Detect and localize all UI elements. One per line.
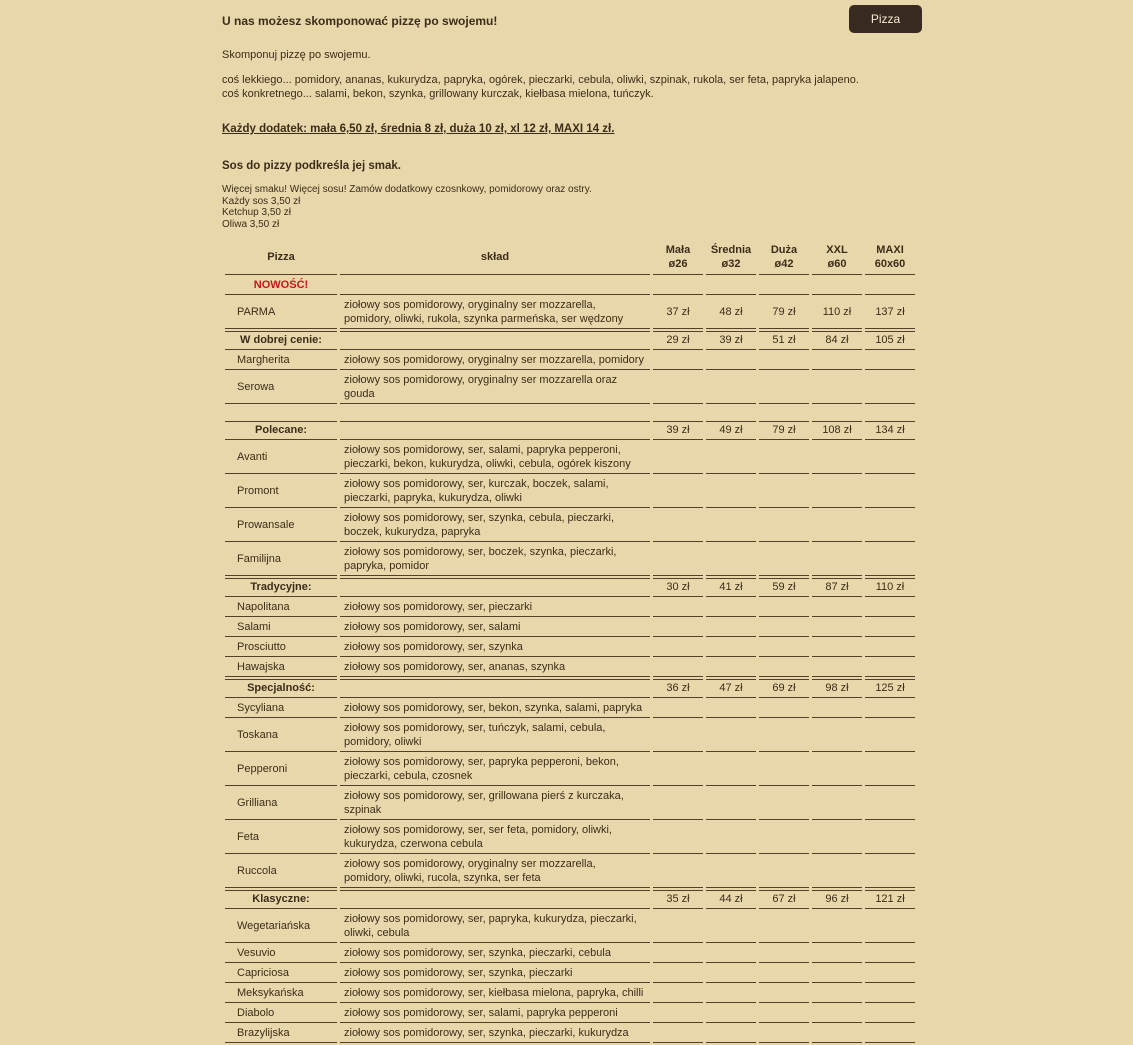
- pizza-row: [225, 352, 915, 370]
- header-sklad-column: skład: [340, 241, 650, 275]
- pizza-row: [225, 544, 915, 576]
- pizza-ingredients: ziołowy sos pomidorowy, ser, salami, papryka pepperoni, pieczarki, bekon, kukurydza, oliwki, cebula, ogórek kiszony: [340, 442, 650, 474]
- pizza-ingredients: ziołowy sos pomidorowy, ser, szynka, pieczarki: [340, 965, 650, 983]
- pizza-ingredients: ziołowy sos pomidorowy, ser, szynka, pieczarki, cebula: [340, 945, 650, 963]
- pizza-name: Napolitana: [225, 599, 337, 617]
- pizza-row: [225, 619, 915, 637]
- category-row: [225, 277, 915, 295]
- pizza-row: [225, 822, 915, 854]
- pizza-ingredients: ziołowy sos pomidorowy, ser, salami, papryka pepperoni: [340, 1005, 650, 1023]
- header-pizza-column: Pizza: [225, 241, 337, 275]
- pizza-row: [225, 1005, 915, 1023]
- pizza-row: [225, 659, 915, 677]
- pizza-ingredients: ziołowy sos pomidorowy, ser, pieczarki: [340, 599, 650, 617]
- price-cell: [812, 700, 862, 718]
- price-cell: [706, 822, 756, 854]
- sauce-price-line: Każdy sos 3,50 zł: [222, 195, 301, 207]
- size-name: Mała: [665, 244, 691, 256]
- toppings-options: [222, 73, 922, 101]
- price-cell: [706, 352, 756, 370]
- category-label: W dobrej cenie:: [225, 331, 337, 350]
- price-cell: 67 zł: [759, 890, 809, 909]
- pizza-name: Salami: [225, 619, 337, 637]
- pizza-row: [225, 476, 915, 508]
- price-cell: [865, 619, 915, 637]
- pizza-row: [225, 442, 915, 474]
- price-cell: [812, 788, 862, 820]
- price-cell: [812, 1025, 862, 1043]
- price-cell: [812, 985, 862, 1003]
- price-cell: [759, 911, 809, 943]
- price-cell: 44 zł: [706, 890, 756, 909]
- price-cell: 110 zł: [812, 297, 862, 329]
- pizza-row: [225, 510, 915, 542]
- price-cell: 98 zł: [812, 679, 862, 698]
- price-cell: 35 zł: [653, 890, 703, 909]
- menu-table-body: [225, 277, 915, 1043]
- price-cell: [706, 720, 756, 752]
- sauce-price-line: Ketchup 3,50 zł: [222, 207, 291, 218]
- price-cell: [759, 639, 809, 657]
- price-cell: [706, 1005, 756, 1023]
- pizza-name: Capriciosa: [225, 965, 337, 983]
- pizza-name: Brazylijska: [225, 1025, 337, 1043]
- header-size-xxl: [812, 241, 862, 275]
- price-cell: [865, 985, 915, 1003]
- extras-pricing-line: Każdy dodatek: mała 6,50 zł, średnia 8 zł, duża 10 zł, xl 12 zł, MAXI 14 zł.: [222, 123, 615, 135]
- price-cell: [865, 965, 915, 983]
- pizza-ingredients: ziołowy sos pomidorowy, ser, kiełbasa mielona, papryka, chilli: [340, 985, 650, 1003]
- price-cell: [759, 965, 809, 983]
- category-empty-cell: [340, 679, 650, 698]
- price-cell: [706, 754, 756, 786]
- category-row: [225, 890, 915, 909]
- price-cell: [865, 1025, 915, 1043]
- price-cell: [812, 639, 862, 657]
- pizza-name: Prosciutto: [225, 639, 337, 657]
- pizza-ingredients: ziołowy sos pomidorowy, ser, grillowana pierś z kurczaka, szpinak: [340, 788, 650, 820]
- price-cell: [812, 442, 862, 474]
- price-cell: 137 zł: [865, 297, 915, 329]
- pizza-menu-table: [222, 239, 918, 1045]
- price-cell: [759, 754, 809, 786]
- price-cell: [812, 510, 862, 542]
- price-cell: [706, 965, 756, 983]
- price-cell: [706, 476, 756, 508]
- price-cell: [706, 372, 756, 404]
- pizza-name: Ruccola: [225, 856, 337, 888]
- price-cell: [653, 700, 703, 718]
- price-cell: [812, 945, 862, 963]
- pizza-row: [225, 720, 915, 752]
- pizza-row: [225, 965, 915, 983]
- price-cell: [706, 659, 756, 677]
- pizza-name: Promont: [225, 476, 337, 508]
- price-cell: [759, 544, 809, 576]
- price-cell: [706, 599, 756, 617]
- pizza-ingredients: ziołowy sos pomidorowy, ser, szynka, pieczarki, kukurydza: [340, 1025, 650, 1043]
- price-cell: [812, 544, 862, 576]
- price-cell: [759, 277, 809, 295]
- pizza-ingredients: ziołowy sos pomidorowy, ser, boczek, szynka, pieczarki, papryka, pomidor: [340, 544, 650, 576]
- category-label: Klasyczne:: [225, 890, 337, 909]
- pizza-row: [225, 754, 915, 786]
- price-cell: 87 zł: [812, 578, 862, 597]
- price-cell: [653, 822, 703, 854]
- size-diameter: ø60: [827, 258, 847, 270]
- pizza-name: Toskana: [225, 720, 337, 752]
- price-cell: [653, 788, 703, 820]
- price-cell: [653, 856, 703, 888]
- price-cell: [865, 945, 915, 963]
- price-cell: [759, 476, 809, 508]
- size-name: Średnia: [710, 244, 752, 256]
- category-row: [225, 679, 915, 698]
- category-empty-cell: [340, 421, 650, 440]
- pizza-tab-button[interactable]: Pizza: [849, 5, 922, 33]
- pizza-row: [225, 639, 915, 657]
- pizza-row: [225, 700, 915, 718]
- price-cell: [812, 372, 862, 404]
- pizza-ingredients: ziołowy sos pomidorowy, ser, ser feta, pomidory, oliwki, kukurydza, czerwona cebula: [340, 822, 650, 854]
- price-cell: [812, 754, 862, 786]
- price-cell: [653, 372, 703, 404]
- price-cell: [706, 639, 756, 657]
- price-cell: [653, 1025, 703, 1043]
- price-cell: 39 zł: [653, 421, 703, 440]
- pizza-name: PARMA: [225, 297, 337, 329]
- price-cell: [706, 510, 756, 542]
- spacer-cell: [225, 406, 915, 419]
- price-cell: [653, 619, 703, 637]
- pizza-row: [225, 945, 915, 963]
- price-cell: [653, 639, 703, 657]
- compose-subtitle: Skomponuj pizzę po swojemu.: [222, 49, 371, 61]
- price-cell: [865, 788, 915, 820]
- price-cell: [759, 372, 809, 404]
- price-cell: [653, 442, 703, 474]
- price-cell: [653, 544, 703, 576]
- header-size-mala: [653, 241, 703, 275]
- page-content: [222, 0, 922, 1045]
- size-name: Duża: [770, 244, 798, 256]
- category-label: Polecane:: [225, 421, 337, 440]
- pizza-name: Meksykańska: [225, 985, 337, 1003]
- price-cell: [865, 352, 915, 370]
- pizza-name: Serowa: [225, 372, 337, 404]
- price-cell: 96 zł: [812, 890, 862, 909]
- pizza-ingredients: ziołowy sos pomidorowy, ser, bekon, szynka, salami, papryka: [340, 700, 650, 718]
- size-diameter: ø26: [668, 258, 688, 270]
- price-cell: [759, 945, 809, 963]
- category-empty-cell: [340, 578, 650, 597]
- price-cell: [759, 659, 809, 677]
- price-cell: [865, 372, 915, 404]
- category-label: Specjalność:: [225, 679, 337, 698]
- price-cell: [706, 442, 756, 474]
- pizza-ingredients: ziołowy sos pomidorowy, ser, szynka: [340, 639, 650, 657]
- pizza-ingredients: ziołowy sos pomidorowy, oryginalny ser mozzarella, pomidory: [340, 352, 650, 370]
- price-cell: [653, 985, 703, 1003]
- price-cell: [653, 911, 703, 943]
- pizza-ingredients: ziołowy sos pomidorowy, ser, salami: [340, 619, 650, 637]
- size-name: XXL: [826, 244, 848, 256]
- price-cell: [706, 911, 756, 943]
- size-diameter: 60x60: [874, 258, 906, 270]
- category-label: Tradycyjne:: [225, 578, 337, 597]
- price-cell: [865, 700, 915, 718]
- price-cell: 41 zł: [706, 578, 756, 597]
- light-toppings-line: coś lekkiego... pomidory, ananas, kukurydza, papryka, ogórek, pieczarki, cebula, oliwki, szpinak, rukola, ser feta, papryka jalapeno.: [222, 74, 859, 86]
- price-cell: [865, 510, 915, 542]
- price-cell: 121 zł: [865, 890, 915, 909]
- price-cell: 36 zł: [653, 679, 703, 698]
- price-cell: [865, 720, 915, 752]
- price-cell: [759, 788, 809, 820]
- page-title: U nas możesz skomponować pizzę po swojemu!: [222, 14, 498, 28]
- pizza-row: [225, 372, 915, 404]
- price-cell: 51 zł: [759, 331, 809, 350]
- price-cell: [812, 619, 862, 637]
- price-cell: [706, 985, 756, 1003]
- price-cell: [706, 544, 756, 576]
- price-cell: [759, 700, 809, 718]
- pizza-name: Prowansale: [225, 510, 337, 542]
- price-cell: [706, 945, 756, 963]
- price-cell: [653, 754, 703, 786]
- pizza-ingredients: ziołowy sos pomidorowy, ser, papryka, kukurydza, pieczarki, oliwki, cebula: [340, 911, 650, 943]
- price-cell: [653, 720, 703, 752]
- price-cell: 49 zł: [706, 421, 756, 440]
- price-cell: [812, 911, 862, 943]
- price-cell: 29 zł: [653, 331, 703, 350]
- header-size-srednia: [706, 241, 756, 275]
- price-cell: 134 zł: [865, 421, 915, 440]
- pizza-row: [225, 1025, 915, 1043]
- price-cell: [865, 822, 915, 854]
- category-empty-cell: [340, 890, 650, 909]
- price-cell: 47 zł: [706, 679, 756, 698]
- pizza-name: Avanti: [225, 442, 337, 474]
- pizza-ingredients: ziołowy sos pomidorowy, ser, szynka, cebula, pieczarki, boczek, kukurydza, papryka: [340, 510, 650, 542]
- price-cell: 125 zł: [865, 679, 915, 698]
- price-cell: [865, 659, 915, 677]
- pizza-name: Familijna: [225, 544, 337, 576]
- size-diameter: ø42: [774, 258, 794, 270]
- pizza-name: Margherita: [225, 352, 337, 370]
- price-cell: 37 zł: [653, 297, 703, 329]
- price-cell: 79 zł: [759, 421, 809, 440]
- sauce-section-title: Sos do pizzy podkreśla jej smak.: [222, 160, 401, 172]
- pizza-ingredients: ziołowy sos pomidorowy, ser, papryka pepperoni, bekon, pieczarki, cebula, czosnek: [340, 754, 650, 786]
- price-cell: [812, 856, 862, 888]
- price-cell: [759, 599, 809, 617]
- pizza-name: Hawajska: [225, 659, 337, 677]
- price-cell: [759, 1005, 809, 1023]
- size-name: MAXI: [876, 244, 904, 256]
- price-cell: [653, 599, 703, 617]
- price-cell: [653, 1005, 703, 1023]
- pizza-row: [225, 297, 915, 329]
- price-cell: [759, 510, 809, 542]
- pizza-ingredients: ziołowy sos pomidorowy, oryginalny ser mozzarella oraz gouda: [340, 372, 650, 404]
- size-diameter: ø32: [721, 258, 741, 270]
- price-cell: [706, 619, 756, 637]
- pizza-name: Diabolo: [225, 1005, 337, 1023]
- pizza-name: Sycyliana: [225, 700, 337, 718]
- pizza-name: Feta: [225, 822, 337, 854]
- price-cell: [759, 856, 809, 888]
- price-cell: [812, 720, 862, 752]
- price-cell: [653, 510, 703, 542]
- price-cell: [865, 639, 915, 657]
- price-cell: [706, 856, 756, 888]
- pizza-row: [225, 599, 915, 617]
- pizza-ingredients: ziołowy sos pomidorowy, oryginalny ser mozzarella, pomidory, oliwki, rucola, szynka, ser feta: [340, 856, 650, 888]
- pizza-name: Grilliana: [225, 788, 337, 820]
- price-cell: [812, 1005, 862, 1023]
- price-cell: [706, 277, 756, 295]
- pizza-row: [225, 985, 915, 1003]
- price-cell: [759, 442, 809, 474]
- price-cell: [759, 720, 809, 752]
- price-cell: [812, 822, 862, 854]
- pizza-ingredients: ziołowy sos pomidorowy, ser, ananas, szynka: [340, 659, 650, 677]
- price-cell: [706, 700, 756, 718]
- price-cell: 110 zł: [865, 578, 915, 597]
- price-cell: [812, 352, 862, 370]
- price-cell: [812, 476, 862, 508]
- pizza-row: [225, 788, 915, 820]
- price-cell: [865, 599, 915, 617]
- price-cell: 59 zł: [759, 578, 809, 597]
- table-header-row: [225, 241, 915, 275]
- header-size-duza: [759, 241, 809, 275]
- price-cell: [865, 476, 915, 508]
- price-cell: [865, 277, 915, 295]
- table-spacer-row: [225, 406, 915, 419]
- pizza-name: Pepperoni: [225, 754, 337, 786]
- price-cell: [865, 442, 915, 474]
- price-cell: [653, 352, 703, 370]
- price-cell: [812, 599, 862, 617]
- pizza-name: Wegetariańska: [225, 911, 337, 943]
- pizza-row: [225, 911, 915, 943]
- price-cell: [759, 1025, 809, 1043]
- sauce-price-line: Oliwa 3,50 zł: [222, 218, 280, 230]
- category-row: [225, 331, 915, 350]
- hearty-toppings-line: coś konkretnego... salami, bekon, szynka, grillowany kurczak, kiełbasa mielona, tuńczyk.: [222, 88, 654, 100]
- pizza-ingredients: ziołowy sos pomidorowy, oryginalny ser mozzarella, pomidory, oliwki, rukola, szynka parmeńska, ser wędzony: [340, 297, 650, 329]
- price-cell: [759, 822, 809, 854]
- price-cell: 84 zł: [812, 331, 862, 350]
- price-cell: [865, 1005, 915, 1023]
- category-empty-cell: [340, 331, 650, 350]
- price-cell: [759, 352, 809, 370]
- price-cell: [653, 659, 703, 677]
- price-cell: [865, 754, 915, 786]
- price-cell: [706, 788, 756, 820]
- price-cell: [865, 544, 915, 576]
- sauce-promo-line: Więcej smaku! Więcej sosu! Zamów dodatkowy czosnkowy, pomidorowy oraz ostry.: [222, 184, 592, 195]
- pizza-name: Vesuvio: [225, 945, 337, 963]
- price-cell: 69 zł: [759, 679, 809, 698]
- pizza-row: [225, 856, 915, 888]
- price-cell: [812, 965, 862, 983]
- price-cell: [653, 476, 703, 508]
- price-cell: [653, 965, 703, 983]
- price-cell: [812, 659, 862, 677]
- category-row: [225, 578, 915, 597]
- category-row: [225, 421, 915, 440]
- price-cell: [759, 619, 809, 637]
- price-cell: 108 zł: [812, 421, 862, 440]
- price-cell: [759, 985, 809, 1003]
- price-cell: 105 zł: [865, 331, 915, 350]
- price-cell: 30 zł: [653, 578, 703, 597]
- price-cell: [865, 856, 915, 888]
- category-empty-cell: [340, 277, 650, 295]
- price-cell: [706, 1025, 756, 1043]
- price-cell: 48 zł: [706, 297, 756, 329]
- category-label: NOWOŚĆ!: [225, 277, 337, 295]
- price-cell: [812, 277, 862, 295]
- price-cell: [653, 277, 703, 295]
- header-size-maxi: [865, 241, 915, 275]
- price-cell: [865, 911, 915, 943]
- price-cell: 39 zł: [706, 331, 756, 350]
- price-cell: [653, 945, 703, 963]
- pizza-ingredients: ziołowy sos pomidorowy, ser, tuńczyk, salami, cebula, pomidory, oliwki: [340, 720, 650, 752]
- price-cell: 79 zł: [759, 297, 809, 329]
- pizza-ingredients: ziołowy sos pomidorowy, ser, kurczak, boczek, salami, pieczarki, papryka, kukurydza, oliwki: [340, 476, 650, 508]
